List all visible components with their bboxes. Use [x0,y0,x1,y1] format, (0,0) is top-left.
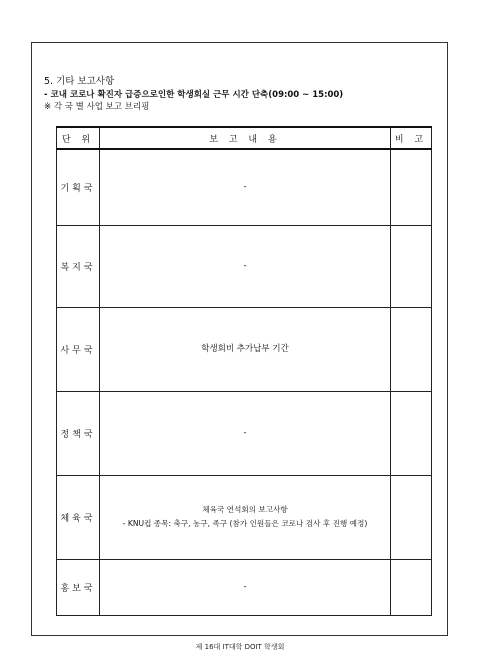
content-cell [100,559,391,615]
dept-cell: 홍보국 [57,559,100,615]
header-content: 보 고 내 용 [100,127,391,149]
header-unit: 단 위 [57,127,100,149]
dept-cell: 체육국 [57,475,100,559]
content-line: - KNU컵 종목: 축구, 농구, 족구 (참가 인원들은 코로나 검사 후 진행 예정) [122,519,368,528]
header-remark: 비 고 [391,127,432,149]
report-table [56,126,432,616]
content-line: 체육국 연석회의 보고사항 [202,505,288,514]
content-line: - [243,261,247,271]
content-cell [100,391,391,475]
remark-cell [391,225,432,307]
notice-line: - 코내 코로나 확진자 급증으로인한 학생회실 근무 시간 단축(09:00 ~ 15:00) [44,90,344,100]
table-row [57,149,432,225]
content-cell [100,475,391,559]
table-row [57,559,432,615]
remark-cell [391,391,432,475]
dept-cell: 사무국 [57,307,100,391]
table-header-row [57,127,432,149]
dept-cell: 정책국 [57,391,100,475]
remark-cell [391,149,432,225]
content-line: - [243,182,247,193]
section-title: 5. 기타 보고사항 [44,76,115,87]
remark-cell [391,559,432,615]
content-cell [100,149,391,225]
content-line: - [243,582,247,592]
table-row [57,475,432,559]
briefing-line: ※ 각 국 별 사업 보고 브리핑 [44,102,150,112]
content-cell [100,225,391,307]
dept-cell: 복지국 [57,225,100,307]
remark-cell [391,475,432,559]
table-row [57,391,432,475]
page-footer: 제 16대 IT대학 DOIT 학생회 [195,643,285,651]
content-line: - [243,428,247,438]
content-cell [100,307,391,391]
table-row [57,307,432,391]
table-row [57,225,432,307]
remark-cell [391,307,432,391]
dept-cell: 기획국 [57,149,100,225]
content-line: 학생회비 추가납부 기간 [201,344,289,354]
